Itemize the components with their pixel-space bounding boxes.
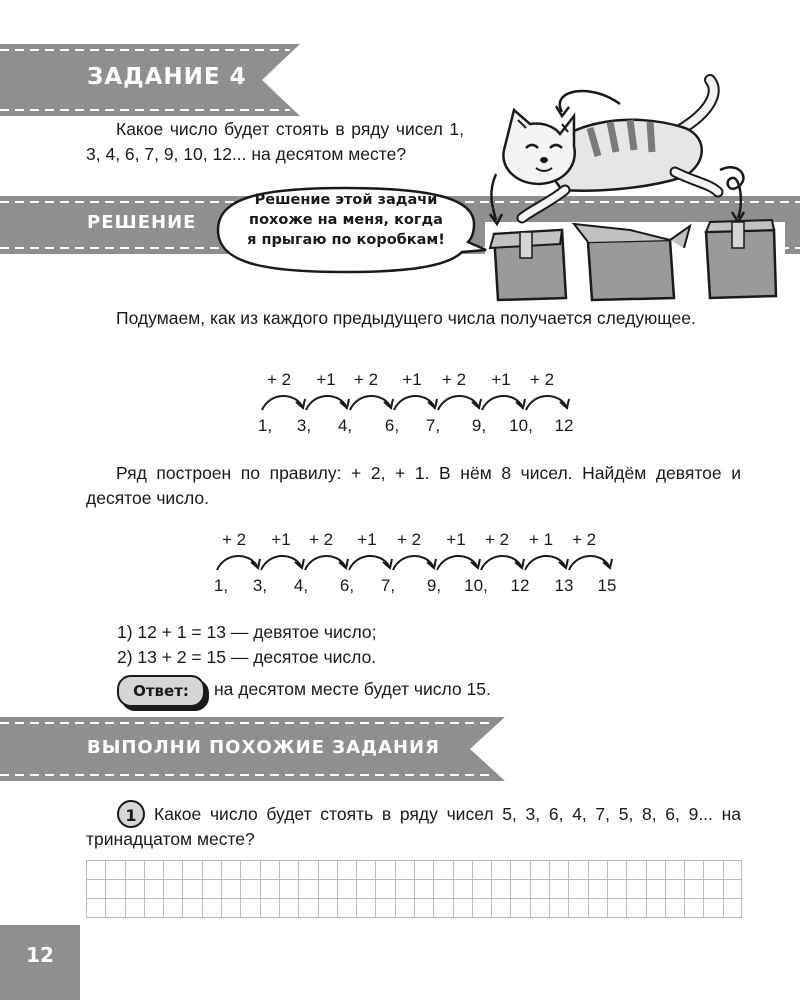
answer-text: на десятом месте будет число 15. — [214, 679, 491, 699]
task-question: Какое число будет стоять в ряду чисел 1, 3, 4, 6, 7, 9, 10, 12... на десятом месте? — [86, 119, 464, 164]
sequence-number: 13 — [554, 576, 574, 595]
sequence-2-arcs — [205, 550, 625, 576]
step-label: + 2 — [308, 530, 334, 549]
sequence-number: 3, — [252, 576, 268, 595]
calculation-step: 2) 13 + 2 = 15 — десятое число. — [117, 647, 377, 667]
step-label: + 2 — [529, 370, 555, 389]
sequence-number: 6, — [384, 416, 400, 435]
sequence-number: 3, — [296, 416, 312, 435]
answer-grid[interactable] — [86, 860, 742, 918]
practice-number-badge: 1 — [117, 800, 145, 828]
sequence-number: 10, — [509, 416, 533, 435]
speech-line: я прыгаю по коробкам! — [247, 232, 445, 248]
sequence-number: 9, — [426, 576, 442, 595]
sequence-number: 1, — [213, 576, 229, 595]
sequence-1-numbers — [0, 416, 800, 438]
solution-title: РЕШЕНИЕ — [87, 212, 197, 233]
step-label: +1 — [357, 530, 377, 549]
step-label: + 2 — [571, 530, 597, 549]
speech-text — [218, 190, 474, 272]
solution-intro: Подумаем, как из каждого предыдущего числа получается следующее. — [116, 308, 696, 328]
step-label: + 2 — [484, 530, 510, 549]
task-title: ЗАДАНИЕ 4 — [87, 64, 247, 90]
sequence-number: 1, — [257, 416, 273, 435]
step-label: + 2 — [396, 530, 422, 549]
speech-line: похоже на меня, когда — [249, 212, 443, 228]
step-label: + 2 — [353, 370, 379, 389]
answer-label: Ответ: — [117, 675, 205, 707]
sequence-number: 12 — [510, 576, 530, 595]
step-label: +1 — [271, 530, 291, 549]
sequence-number: 6, — [339, 576, 355, 595]
sequence-number: 15 — [597, 576, 617, 595]
practice-title: ВЫПОЛНИ ПОХОЖИЕ ЗАДАНИЯ — [87, 737, 440, 758]
step-label: + 2 — [441, 370, 467, 389]
page-number: 12 — [0, 925, 80, 1000]
step-label: +1 — [402, 370, 422, 389]
step-label: + 2 — [266, 370, 292, 389]
calculation-steps — [117, 620, 617, 670]
sequence-number: 9, — [471, 416, 487, 435]
sequence-number: 10, — [464, 576, 488, 595]
calculation-step: 1) 12 + 1 = 13 — девятое число; — [117, 622, 377, 642]
practice-question: Какое число будет стоять в ряду чисел 5, 3, 6, 4, 7, 5, 8, 6, 9... на тринадцатом месте? — [86, 804, 741, 849]
step-label: +1 — [446, 530, 466, 549]
speech-line: Решение этой задачи — [254, 192, 438, 208]
sequence-number: 4, — [337, 416, 353, 435]
step-label: + 2 — [221, 530, 247, 549]
sequence-number: 12 — [554, 416, 574, 435]
sequence-number: 7, — [425, 416, 441, 435]
rule-text: Ряд построен по правилу: + 2, + 1. В нём 8 чисел. Найдём девятое и десятое число. — [86, 463, 741, 508]
sequence-number: 7, — [380, 576, 396, 595]
sequence-1-arcs — [250, 390, 580, 416]
sequence-1-steps — [0, 370, 800, 392]
step-label: +1 — [316, 370, 336, 389]
step-label: + 1 — [528, 530, 554, 549]
sequence-2-steps — [0, 530, 800, 552]
step-label: +1 — [491, 370, 511, 389]
sequence-2-numbers — [0, 576, 800, 598]
sequence-number: 4, — [293, 576, 309, 595]
cat-jumping-illustration — [470, 72, 800, 304]
